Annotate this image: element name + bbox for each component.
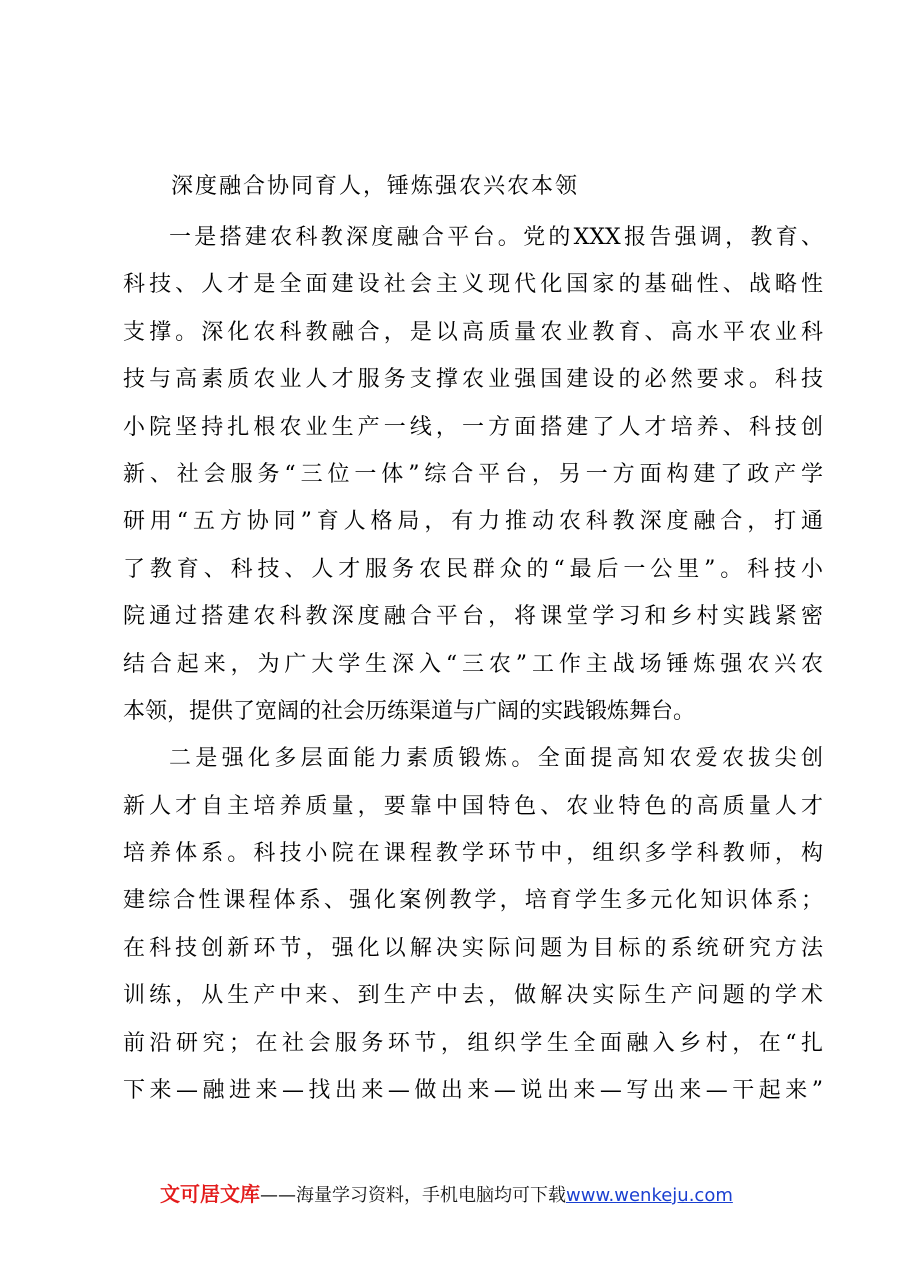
paragraph-line: 小院坚持扎根农业生产一线，一方面搭建了人才培养、科技创 (123, 414, 823, 440)
paragraph-line: 建综合性课程体系、强化案例教学，培育学生多元化知识体系； (123, 888, 823, 914)
paragraph-line: 了教育、科技、人才服务农民群众的“最后一公里”。科技小 (123, 556, 823, 582)
paragraph-line: 在科技创新环节，强化以解决实际问题为目标的系统研究方法 (123, 935, 823, 961)
paragraph-line: 新人才自主培养质量，要靠中国特色、农业特色的高质量人才 (123, 793, 823, 819)
footer-slogan: ——海量学习资料，手机电脑均可下载 (260, 1185, 566, 1206)
footer-banner (160, 1180, 733, 1210)
paragraph-line: 训练，从生产中来、到生产中去，做解决实际生产问题的学术 (123, 983, 823, 1009)
paragraph-line: 新、社会服务“三位一体”综合平台，另一方面构建了政产学 (123, 461, 823, 487)
paragraph-line: 科技、人才是全面建设社会主义现代化国家的基础性、战略性 (123, 272, 823, 298)
paragraph-line: 院通过搭建农科教深度融合平台，将课堂学习和乡村实践紧密 (123, 604, 823, 630)
paragraph-line: 培养体系。科技小院在课程教学环节中，组织多学科教师，构 (123, 841, 823, 867)
section-title: 深度融合协同育人，锤炼强农兴农本领 (171, 174, 580, 199)
paragraph-line: 研用“五方协同”育人格局，有力推动农科教深度融合，打通 (123, 509, 823, 535)
paragraph-line: 结合起来，为广大学生深入“三农”工作主战场锤炼强农兴农 (123, 651, 823, 677)
body-text (123, 214, 823, 1114)
paragraph-line: 下来—融进来—找出来—做出来—说出来—写出来—干起来” (123, 1078, 823, 1104)
footer-brand: 文可居文库 (160, 1182, 260, 1206)
paragraph-line: 支撑。深化农科教融合，是以高质量农业教育、高水平农业科 (123, 319, 823, 345)
paragraph-line: 本领，提供了宽阔的社会历练渠道与广阔的实践锻炼舞台。 (123, 698, 696, 724)
paragraph-line: 二是强化多层面能力素质锻炼。全面提高知农爱农拔尖创 (169, 746, 823, 772)
paragraph-line: 技与高素质农业人才服务支撑农业强国建设的必然要求。科技 (123, 367, 823, 393)
footer-link[interactable]: www.wenkeju.com (566, 1185, 733, 1206)
paragraph-line: 前沿研究；在社会服务环节，组织学生全面融入乡村，在“扎 (123, 1030, 823, 1056)
paragraph-line: 一是搭建农科教深度融合平台。党的XXX报告强调，教育、 (169, 225, 823, 250)
